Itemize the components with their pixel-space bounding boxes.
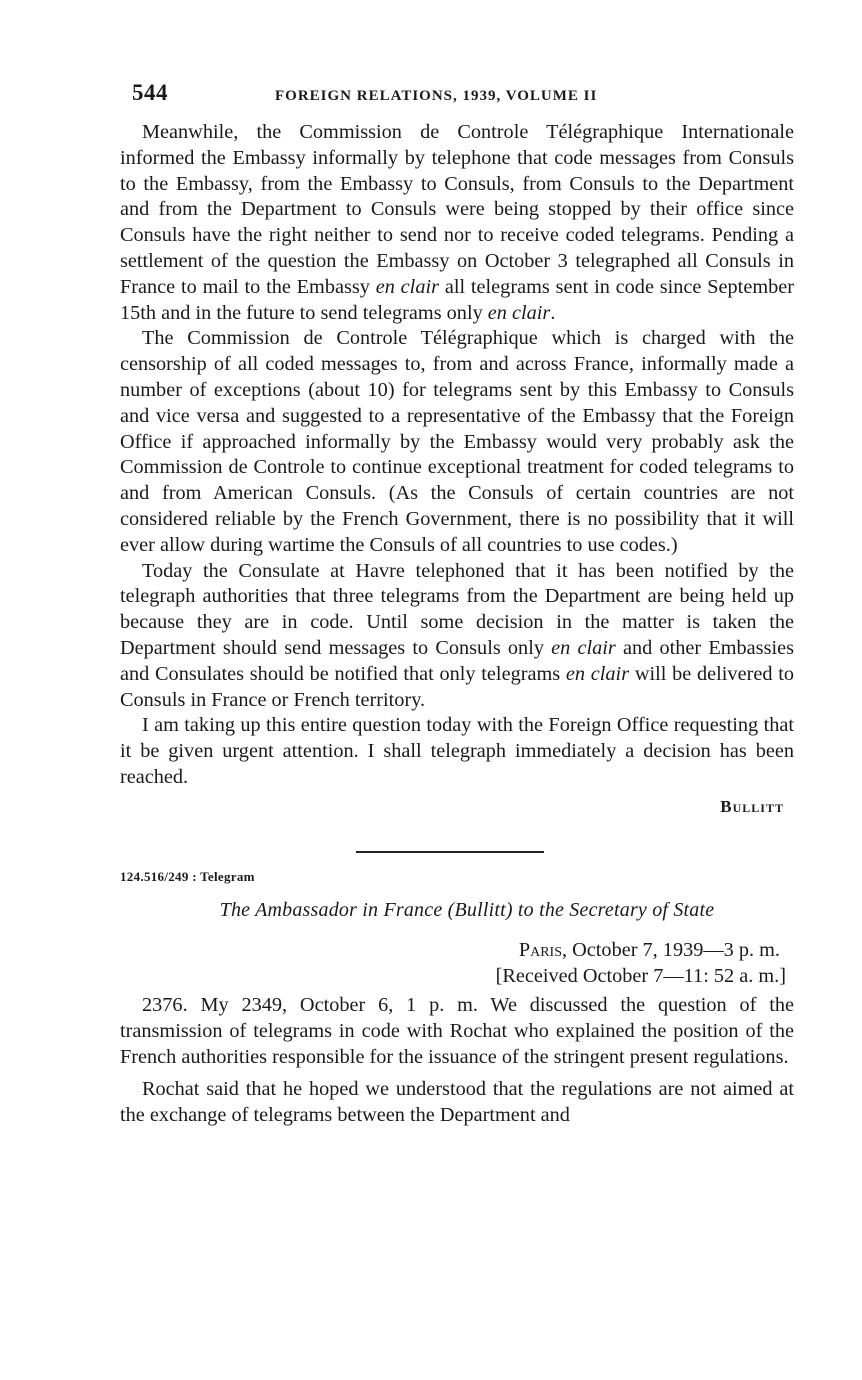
paragraph: I am taking up this entire question today with the Foreign Office requesting that it be given urgent attention. I shall telegraph immediately a decision has been reached.: [120, 714, 794, 788]
foreign-phrase: en clair: [375, 275, 439, 298]
dateline: [120, 938, 794, 964]
telegram-body-2: [120, 993, 794, 1128]
dateline-date: , October 7, 1939—3 p. m.: [562, 938, 780, 961]
paragraph: Meanwhile, the Commission de Controle Télégraphique Internationale informed the Embassy informally by telephone that code messages from Consuls to the Embassy, from the Embassy to Consuls, from Consuls to the Department and from the Department to Consuls were being stopped by their office since Consuls have the right neither to send nor to receive coded telegrams. Pending a settlement of the question the Embassy on October 3 telegraphed all Consuls in France to mail to the Embassy en clair all telegrams sent in code since September 15th and in the future to send telegrams only en clair.: [120, 121, 794, 324]
received-line: [Received October 7—11: 52 a. m.]: [495, 964, 786, 987]
section-divider: [356, 851, 544, 853]
telegram-body-1: [120, 120, 794, 817]
running-head: [120, 80, 794, 120]
document-heading: The Ambassador in France (Bullitt) to the Secretary of State: [219, 898, 715, 921]
paragraph: The Commission de Controle Télégraphique which is charged with the censorship of all coded messages to, from and across France, informally made a number of exceptions (about 10) for telegrams sent by this Embassy to Consuls and vice versa and suggested to a representative of the Embassy that the Foreign Office if approached informally by the Embassy would very probably ask the Commission de Controle to continue exceptional treatment for coded telegrams to and from American Consuls. (As the Consuls of certain countries are not considered reliable by the French Government, there is no possibility that it will ever allow during wartime the Consuls of all countries to use codes.): [120, 327, 794, 556]
dateline-place: Paris: [518, 938, 562, 961]
paragraph: Today the Consulate at Havre telephoned that it has been notified by the telegraph authorities that three telegrams from the Department are being held up because they are in code. Until some decision in the matter is taken the Department should send messages to Consuls only en clair and other Embassies and Consulates should be notified that only telegrams en clair will be delivered to Consuls in France or French territory.: [120, 559, 794, 711]
foreign-phrase: en clair: [487, 301, 551, 324]
paragraph: 2376. My 2349, October 6, 1 p. m. We discussed the question of the transmission of telegrams in code with Rochat who explained the position of the French authorities responsible for the issuance of the stringent present regulations.: [120, 994, 794, 1068]
running-title: FOREIGN RELATIONS, 1939, VOLUME II: [275, 88, 598, 104]
foreign-phrase: en clair: [565, 662, 630, 685]
page-number: 544: [132, 80, 168, 105]
file-reference: 124.516/249 : Telegram: [120, 868, 255, 884]
document-page: [120, 80, 794, 1128]
paragraph: Rochat said that he hoped we understood that the regulations are not aimed at the exchange of telegrams between the Department and: [120, 1077, 794, 1126]
foreign-phrase: en clair: [551, 636, 616, 659]
signature: Bullitt: [720, 796, 784, 816]
